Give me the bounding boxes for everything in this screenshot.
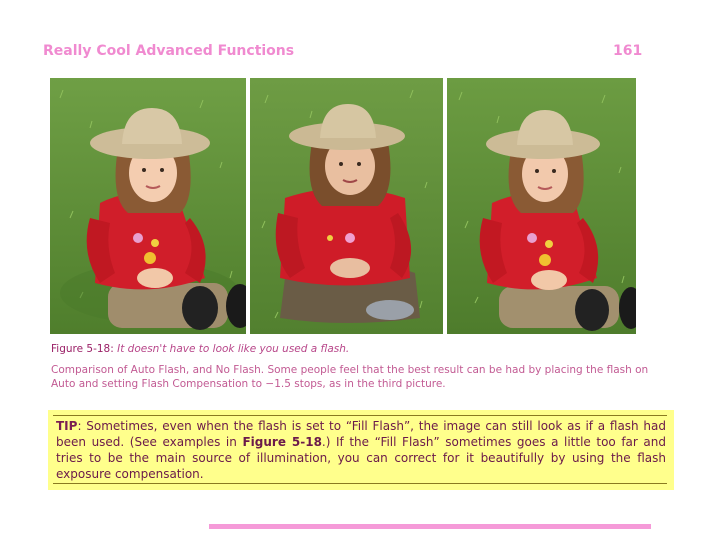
running-header-title: Really Cool Advanced Functions xyxy=(43,43,295,59)
figure-caption-text: It doesn't have to look like you used a flash. xyxy=(113,343,350,355)
no-flash-photo xyxy=(250,78,443,334)
tip-bottom-rule xyxy=(53,483,667,484)
tip-figure-reference: Figure 5-18 xyxy=(242,435,322,449)
comparison-description: Comparison of Auto Flash, and No Flash. Some people feel that the best result can be had by placing the flash on Auto and setting Flash Compensation to −1.5 stops, as in the third picture. xyxy=(51,364,649,390)
fill-flash-compensated-photo xyxy=(447,78,636,334)
footer-rule xyxy=(209,524,651,529)
tip-text xyxy=(56,418,666,482)
tip-text-part2: .) If the “Fill Flash” sometimes goes a little too far and tries to be the main source of illumination, you can correct for it beautifully by using the flash exposure compensation. xyxy=(56,435,666,481)
figure-label: Figure 5-18: xyxy=(51,343,114,355)
tip-top-rule xyxy=(53,415,667,416)
figure-caption xyxy=(51,343,349,355)
page-number: 161 xyxy=(613,43,643,59)
tip-text-part1: : Sometimes, even when the flash is set to “Fill Flash”, the image can still look as if a flash had been used. (See examples in xyxy=(56,419,666,449)
tip-label: TIP xyxy=(56,419,78,433)
auto-flash-photo xyxy=(50,78,246,334)
